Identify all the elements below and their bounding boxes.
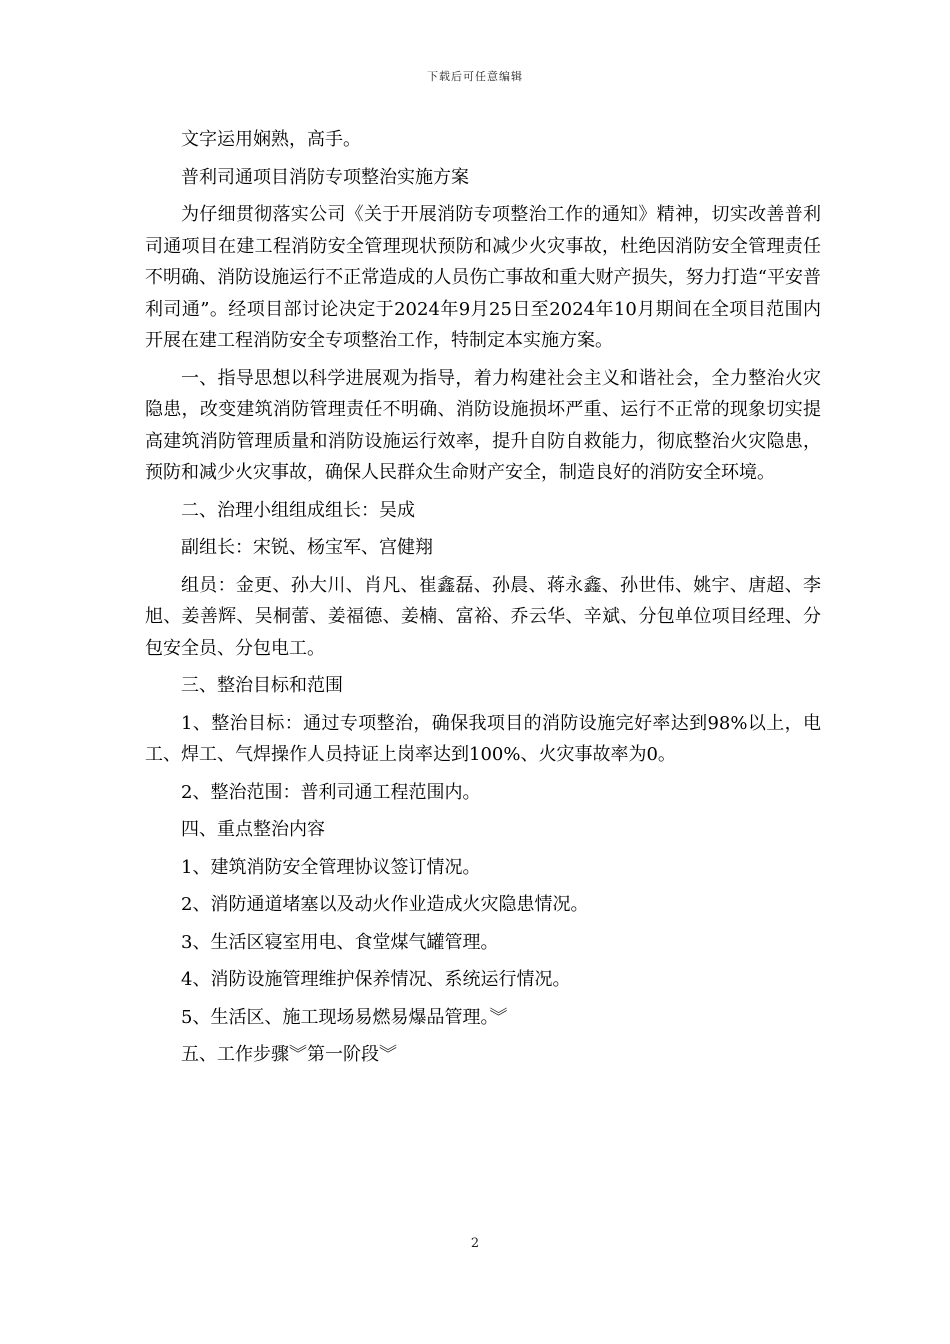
key-item-2: 2、消防通道堵塞以及动火作业造成火灾隐患情况。	[181, 894, 589, 915]
section-team-heading: 二、治理小组组成组长：吴成	[181, 499, 415, 521]
document-title: 普利司通项目消防专项整治实施方案	[181, 166, 469, 188]
page-number: 2	[470, 1236, 480, 1251]
document-body	[145, 124, 821, 1077]
key-item-1: 1、建筑消防安全管理协议签订情况。	[181, 856, 481, 878]
team-members: 组员：金更、孙大川、肖凡、崔鑫磊、孙晨、蒋永鑫、孙世伟、姚宇、唐超、李旭、姜善辉、吴桐蕾、姜福德、姜楠、富裕、乔云华、辛斌、分包单位项目经理、分包安全员、分包电工。	[145, 574, 821, 659]
section-goals-heading: 三、整治目标和范围	[181, 675, 343, 696]
section-key-content-heading: 四、重点整治内容	[181, 819, 325, 840]
scope-paragraph: 2、整治范围：普利司通工程范围内。	[181, 781, 481, 803]
key-item-5: 5、生活区、施工现场易燃易爆品管理。︾	[181, 1006, 508, 1028]
key-item-3: 3、生活区寝室用电、食堂煤气罐管理。	[181, 931, 499, 953]
preface-paragraph: 为仔细贯彻落实公司《关于开展消防专项整治工作的通知》精神，切实改善普利司通项目在建工程消防安全管理现状预防和减少火灾事故，杜绝因消防安全管理责任不明确、消防设施运行不正常造成的人员伤亡事故和重大财产损失，努力打造“平安普利司通”。经项目部讨论决定于2024年9月25日至2024年10月期间在全项目范围内开展在建工程消防安全专项整治工作，特制定本实施方案。	[145, 204, 821, 351]
intro-line: 文字运用娴熟，高手。	[181, 129, 361, 150]
header-note: 下载后可任意编辑	[427, 70, 523, 83]
section-work-steps-heading: 五、工作步骤︾第一阶段︾	[181, 1044, 397, 1065]
goal-paragraph: 1、整治目标：通过专项整治，确保我项目的消防设施完好率达到98%以上，电工、焊工、气焊操作人员持证上岗率达到100%、火灾事故率为0。	[145, 712, 821, 765]
deputy-leaders: 副组长：宋锐、杨宝军、宫健翔	[181, 537, 433, 558]
section-guiding-ideology: 一、指导思想以科学进展观为指导，着力构建社会主义和谐社会，全力整治火灾隐患，改变建筑消防管理责任不明确、消防设施损坏严重、运行不正常的现象切实提高建筑消防管理质量和消防设施运行效率，提升自防自救能力，彻底整治火灾隐患，预防和减少火灾事故，确保人民群众生命财产安全，制造良好的消防安全环境。	[145, 367, 821, 483]
key-item-4: 4、消防设施管理维护保养情况、系统运行情况。	[181, 969, 571, 990]
